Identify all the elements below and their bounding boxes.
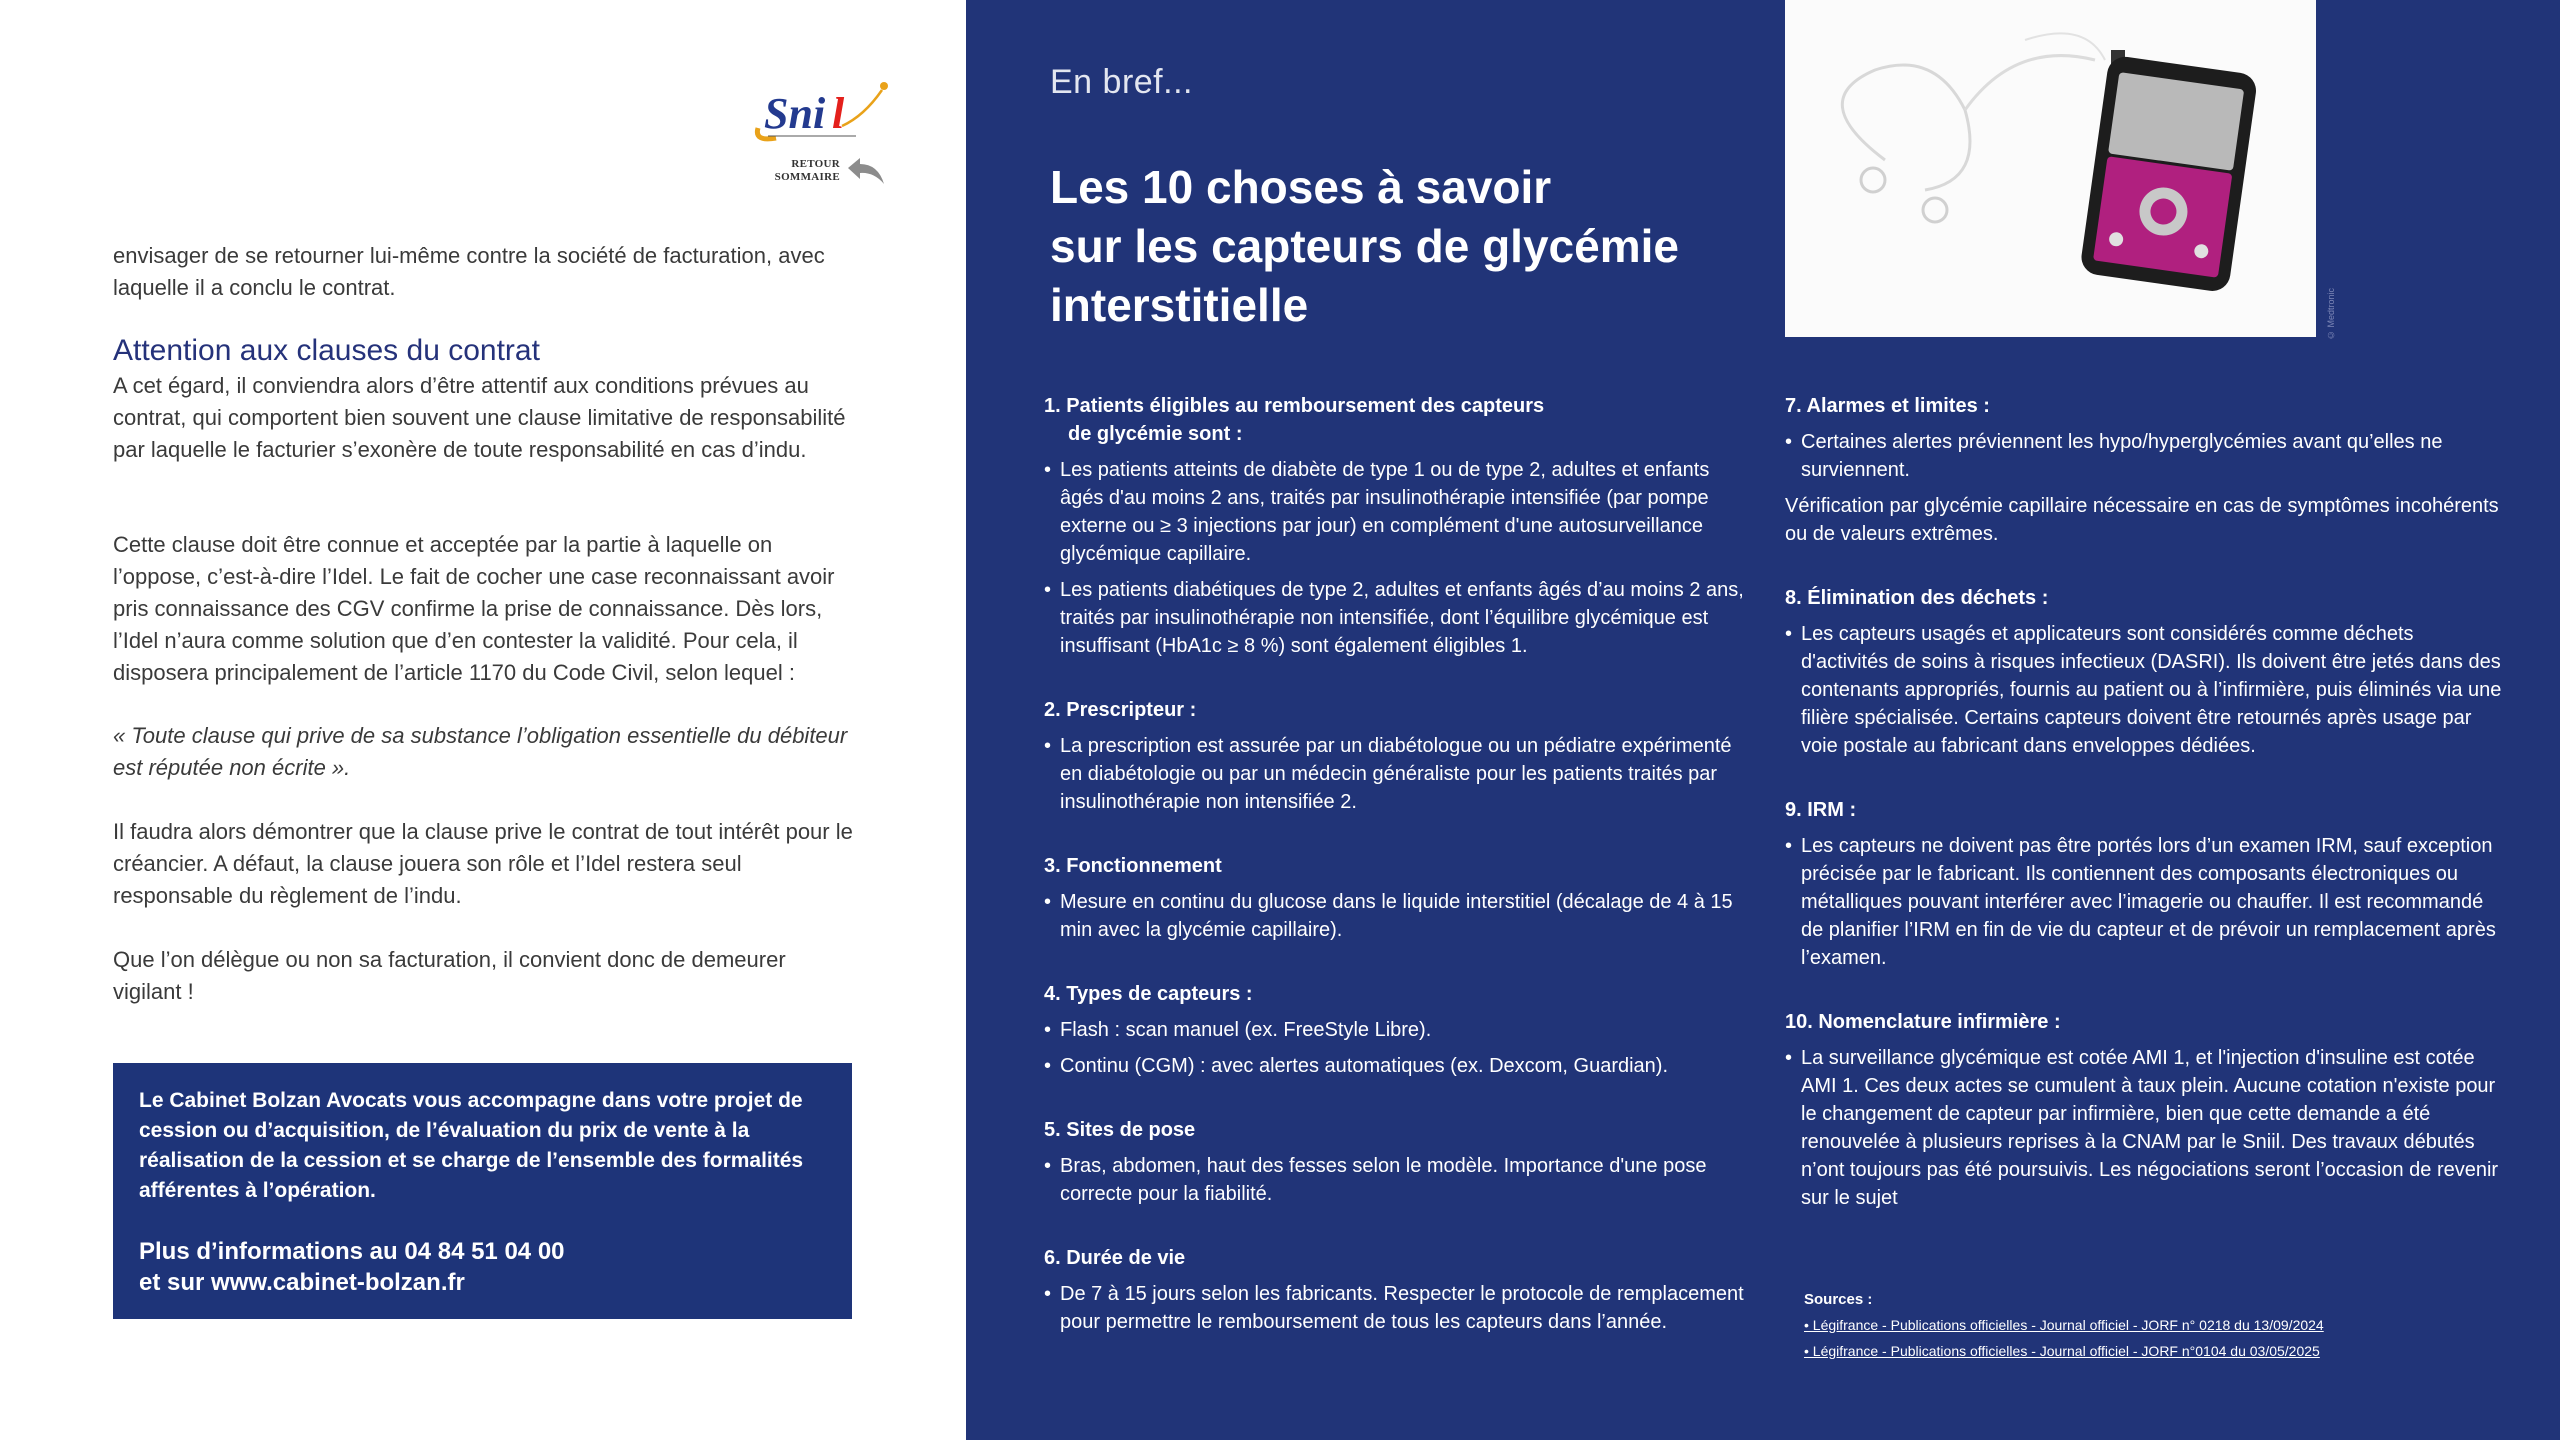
- ad-contact: [139, 1236, 826, 1298]
- fact-title-line: de glycémie sont :: [1068, 423, 1243, 445]
- fact-title: 10. Nomenclature infirmière :: [1785, 1011, 2061, 1033]
- sniil-brand-icon: [746, 76, 896, 156]
- legal-quote: « Toute clause qui prive de sa substance l’obligation essentielle du débiteur est réputée non écrite ».: [113, 723, 848, 780]
- fact-bullet: • La surveillance glycémique est cotée AMI 1, et l'injection d'insuline est cotée AMI 1. Ces deux actes se cumulent à taux plein. Aucune cotation n'existe pour le changement de capteur par infirmière, bien que cette demande a été renouvelée à plusieurs reprises à la CNAM par le Sniil. Des travaux débutés n’ont toujours pas été poursuivis. Les négociations seront l’occasion de revenir sur le sujet: [1785, 1044, 2505, 1212]
- fact-title: 8. Élimination des déchets :: [1785, 587, 2049, 609]
- fact-bullet: • Continu (CGM) : avec alertes automatiques (ex. Dexcom, Guardian).: [1044, 1052, 1744, 1080]
- fact-section-8: [1785, 584, 2505, 760]
- sources: [1804, 1288, 2504, 1364]
- svg-text:Sni: Sni: [764, 89, 826, 138]
- ad-phone-line: Plus d’informations au 04 84 51 04 00: [139, 1238, 565, 1265]
- fact-bullet: • Certaines alertes préviennent les hypo/hyperglycémies avant qu’elles ne surviennent.: [1785, 428, 2505, 484]
- fact-title: 9. IRM :: [1785, 799, 1857, 821]
- fact-section-4: [1044, 980, 1744, 1080]
- fact-bullet: • Les patients atteints de diabète de type 1 ou de type 2, adultes et enfants âgés d'au moins 2 ans, traités par insulinothérapie intensifiée (par pompe externe ou ≥ 3 injections par jour) en complément d'une autosurveillance glycémique capillaire.: [1044, 456, 1744, 568]
- title-line: sur les capteurs de glycémie: [1050, 220, 1679, 272]
- ad-text: Le Cabinet Bolzan Avocats vous accompagne dans votre projet de cession ou d’acquisition, de l’évaluation du prix de vente à la réalisation de la cession et se charge de l’ensemble des formalités afférentes à l’opération.: [139, 1089, 804, 1202]
- facts-column-left: [1044, 392, 1744, 1372]
- return-to-summary-link[interactable]: RETOUR SOMMAIRE: [774, 158, 840, 183]
- fact-section-2: [1044, 696, 1744, 816]
- body-paragraph: A cet égard, il conviendra alors d’être attentif aux conditions prévues au contrat, qui comportent bien souvent une clause limitative de responsabilité par laquelle le facturier s’exonère de toute responsabilité en cas d’indu.: [113, 373, 846, 462]
- body-paragraph: Que l’on délègue ou non sa facturation, il convient donc de demeurer vigilant !: [113, 947, 786, 1004]
- fact-note: Vérification par glycémie capillaire nécessaire en cas de symptômes incohérents ou de valeurs extrêmes.: [1785, 495, 2499, 545]
- fact-section-1: [1044, 392, 1744, 660]
- fact-title: 5. Sites de pose: [1044, 1119, 1196, 1141]
- intro-paragraph: envisager de se retourner lui-même contre la société de facturation, avec laquelle il a conclu le contrat.: [113, 243, 825, 300]
- ad-website-line[interactable]: et sur www.cabinet-bolzan.fr: [139, 1269, 465, 1296]
- fact-bullet: • De 7 à 15 jours selon les fabricants. Respecter le protocole de remplacement pour permettre le remboursement de tous les capteurs dans l’année.: [1044, 1280, 1744, 1336]
- page-title: [1050, 158, 1750, 335]
- fact-title: 4. Types de capteurs :: [1044, 983, 1253, 1005]
- fact-bullet: • Les patients diabétiques de type 2, adultes et enfants âgés d’au moins 2 ans, traités par insulinothérapie non intensifiée, dont l’équilibre glycémique est insuffisant (HbA1c ≥ 8 %) sont également éligibles 1.: [1044, 576, 1744, 660]
- sniil-logo[interactable]: [746, 72, 896, 192]
- section-heading: Attention aux clauses du contrat: [113, 334, 540, 367]
- fact-bullet: • La prescription est assurée par un diabétologue ou un pédiatre expérimenté en diabétologie ou par un médecin généraliste pour les patients traités par insulinothérapie non intensifiée 2.: [1044, 732, 1744, 816]
- left-page: [0, 0, 966, 1440]
- fact-bullet: • Les capteurs usagés et applicateurs sont considérés comme déchets d'activités de soins à risques infectieux (DASRI). Ils doivent être jetés dans des contenants appropriés, fournis au patient ou à l’infirmière, puis éliminés via une filière spécialisée. Certains capteurs doivent être retournés après usage par voie postale au fabricant dans enveloppes dédiées.: [1785, 620, 2505, 760]
- fact-section-6: [1044, 1244, 1744, 1336]
- fact-bullet: • Flash : scan manuel (ex. FreeStyle Libre).: [1044, 1016, 1744, 1044]
- title-line: Les 10 choses à savoir: [1050, 161, 1552, 213]
- title-line: interstitielle: [1050, 279, 1309, 331]
- source-link[interactable]: • Légifrance - Publications officielles - Journal officiel - JORF n°0104 du 03/05/2025: [1804, 1343, 2320, 1359]
- fact-title-line: 1. Patients éligibles au remboursement des capteurs: [1044, 395, 1545, 417]
- fact-section-7: [1785, 392, 2505, 548]
- source-link[interactable]: • Légifrance - Publications officielles - Journal officiel - JORF n° 0218 du 13/09/2024: [1804, 1317, 2324, 1333]
- sources-title: Sources :: [1804, 1291, 1873, 1308]
- kicker: En bref...: [1050, 63, 1193, 101]
- fact-section-5: [1044, 1116, 1744, 1208]
- fact-bullet: • Les capteurs ne doivent pas être portés lors d’un examen IRM, sauf exception précisée par le fabricant. Ils contiennent des composants électroniques ou métalliques pouvant interférer avec l’imagerie ou chauffer. Il est recommandé de planifier l’IRM en fin de vie du capteur et de prévoir un remplacement après l’examen.: [1785, 832, 2505, 972]
- cabinet-bolzan-ad: [113, 1063, 852, 1319]
- fact-bullet: • Bras, abdomen, haut des fesses selon le modèle. Importance d'une pose correcte pour la fiabilité.: [1044, 1152, 1744, 1208]
- fact-section-9: [1785, 796, 2505, 972]
- body-paragraph: Il faudra alors démontrer que la clause prive le contrat de tout intérêt pour le créancier. A défaut, la clause jouera son rôle et l’Idel restera seul responsable du règlement de l’indu.: [113, 819, 853, 908]
- facts-column-right: [1785, 392, 2505, 1248]
- fact-title: 7. Alarmes et limites :: [1785, 395, 1990, 417]
- fact-title: 6. Durée de vie: [1044, 1247, 1186, 1269]
- fact-title: [1044, 392, 1744, 448]
- svg-text:l: l: [832, 89, 845, 138]
- right-page: [966, 0, 2560, 1440]
- body-paragraph: Cette clause doit être connue et acceptée par la partie à laquelle on l’oppose, c’est-à-dire l’Idel. Le fait de cocher une case reconnaissant avoir pris connaissance des CGV confirme la prise de connaissance. Dès lors, l’Idel n’aura comme solution que d’en contester la validité. Pour cela, il disposera principalement de l’article 1170 du Code Civil, selon lequel :: [113, 532, 835, 685]
- insulin-pump-icon: [1785, 0, 2316, 337]
- fact-title: 2. Prescripteur :: [1044, 699, 1197, 721]
- insulin-pump-photo: [1785, 0, 2316, 337]
- photo-credit: © Medtronic: [2326, 287, 2336, 340]
- fact-section-10: [1785, 1008, 2505, 1212]
- back-arrow-icon[interactable]: [844, 158, 888, 188]
- fact-title: 3. Fonctionnement: [1044, 855, 1222, 877]
- fact-section-3: [1044, 852, 1744, 944]
- fact-bullet: • Mesure en continu du glucose dans le liquide interstitiel (décalage de 4 à 15 min avec la glycémie capillaire).: [1044, 888, 1744, 944]
